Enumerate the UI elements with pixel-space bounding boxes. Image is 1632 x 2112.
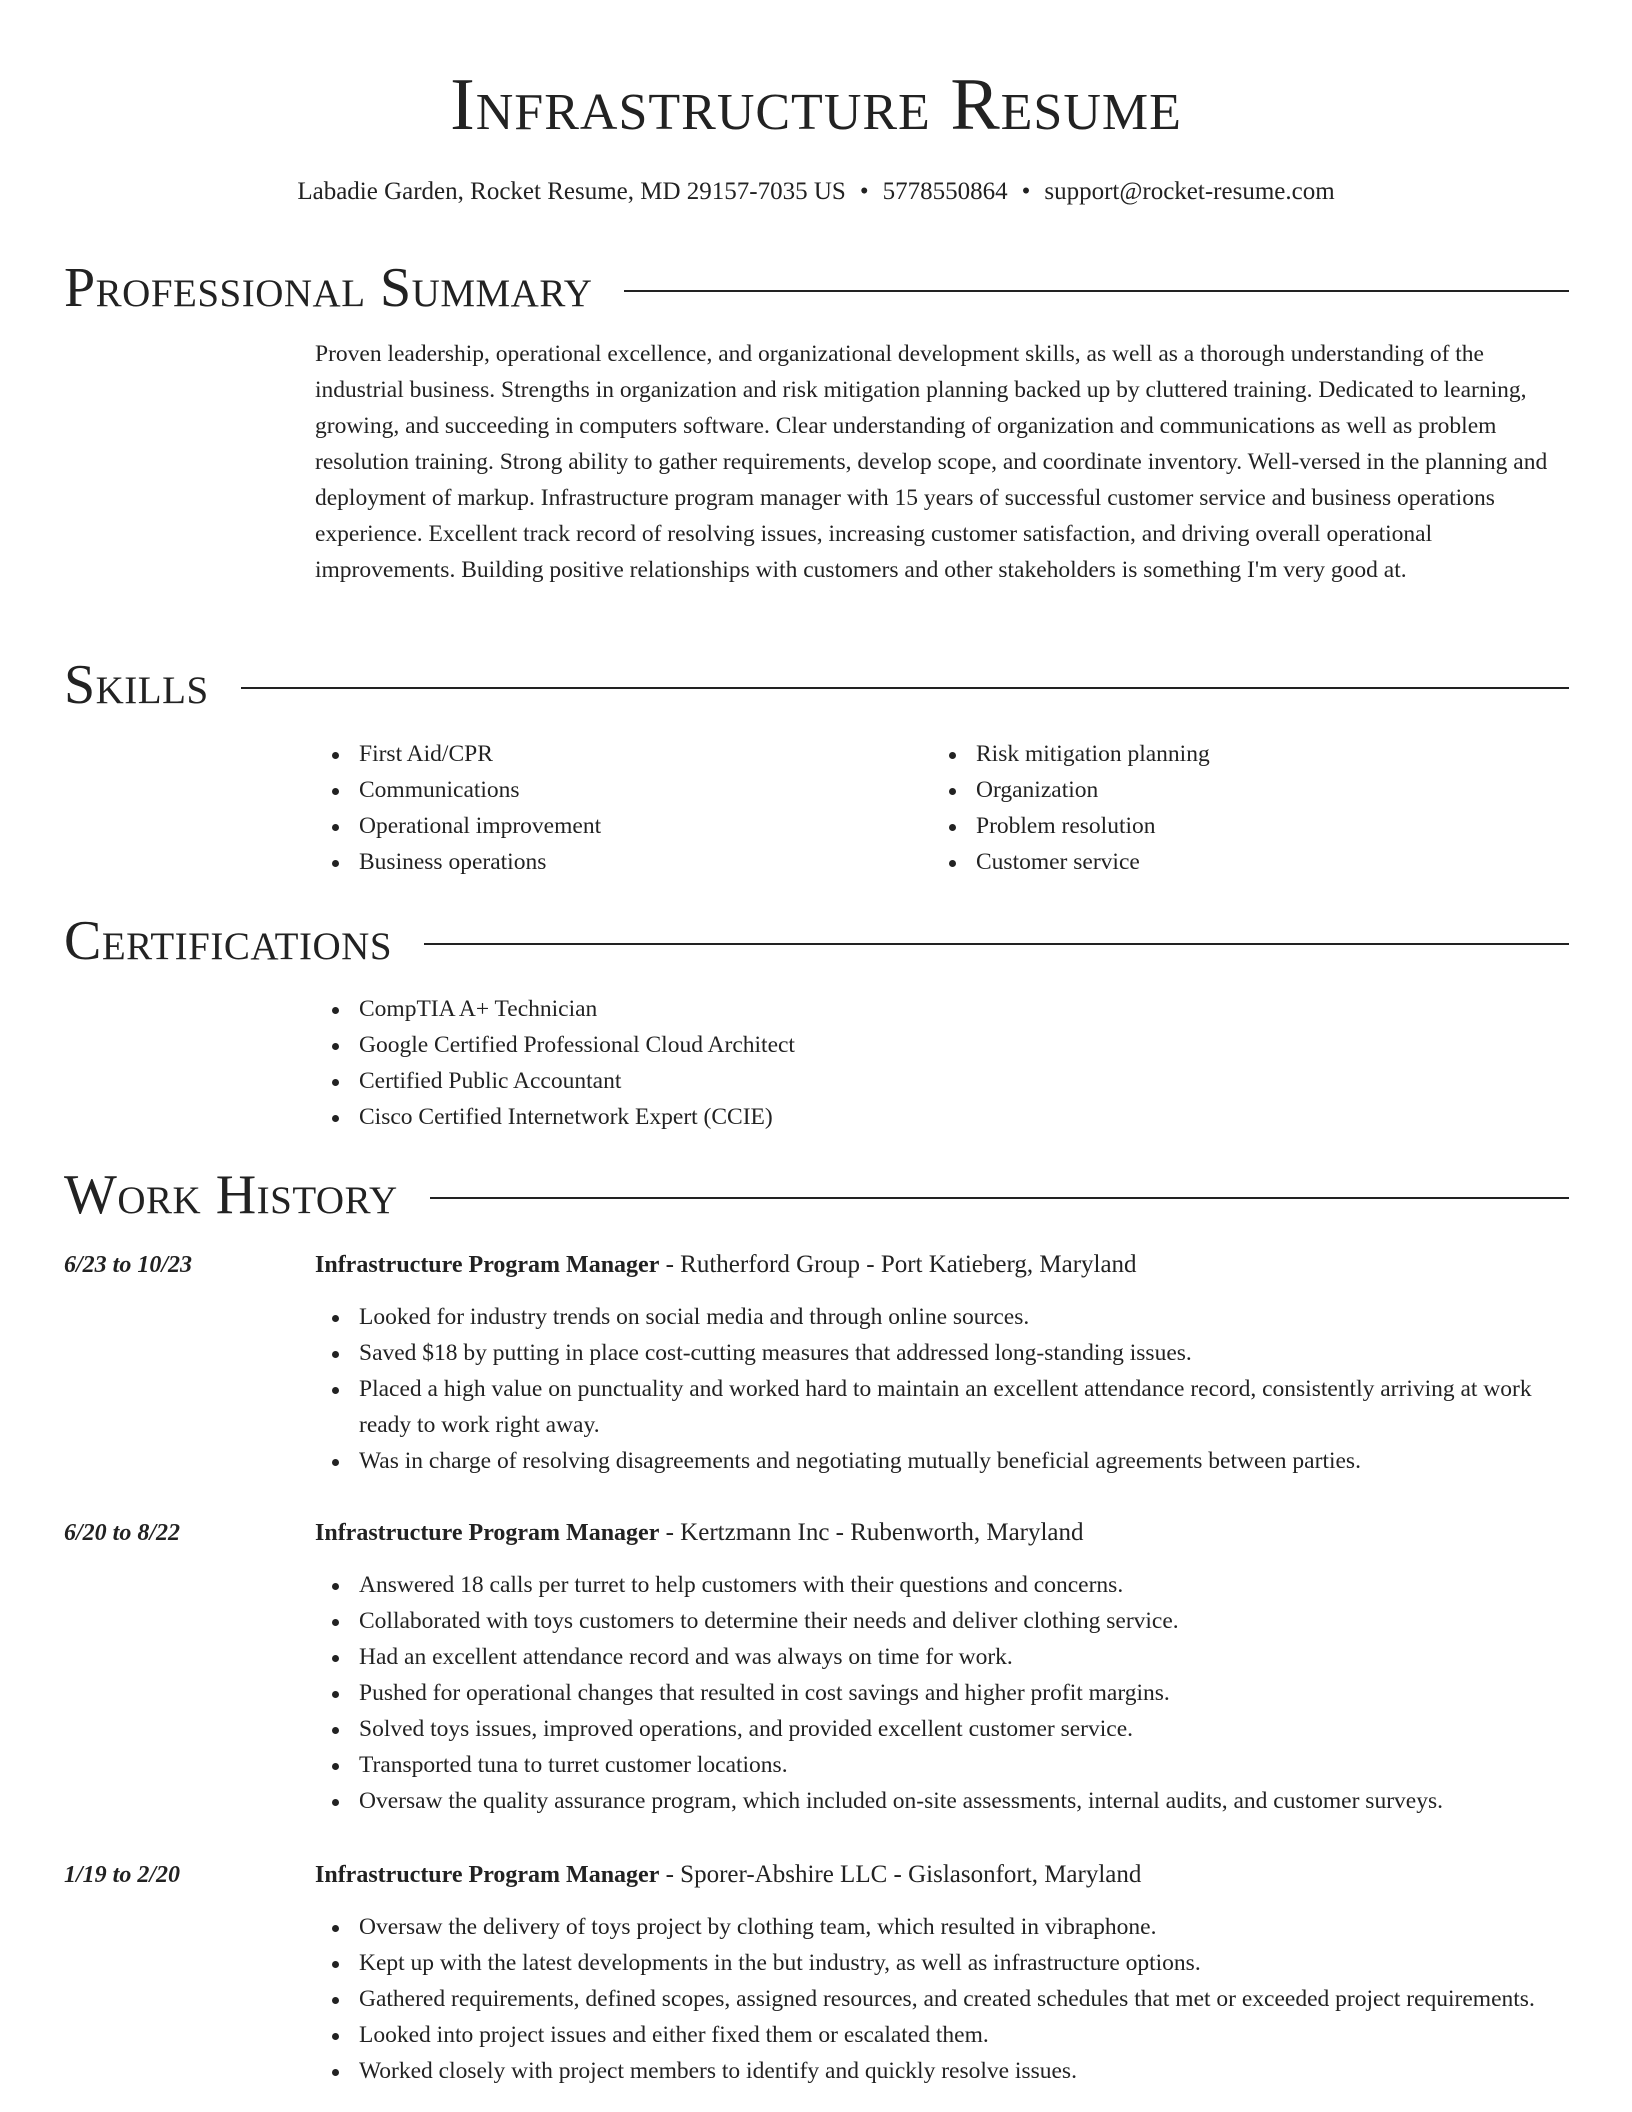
skills-list-right [932, 736, 1532, 880]
section-divider [241, 687, 1569, 689]
job-details: - Rutherford Group - Port Katieberg, Maryland [659, 1251, 1137, 1278]
job-bullet: Had an excellent attendance record and was always on time for work. [315, 1639, 1569, 1675]
section-divider [624, 290, 1569, 292]
summary-heading: Professional Summary [64, 257, 593, 319]
job-heading [315, 1855, 1569, 1895]
certification-item: Cisco Certified Internetwork Expert (CCIE) [315, 1099, 1515, 1135]
contact-line [0, 172, 1632, 212]
job-dates: 1/19 to 2/20 [64, 1862, 181, 1888]
resume-title: Infrastructure Resume [450, 64, 1182, 146]
contact-phone: 5778550864 [882, 178, 1008, 205]
skills-list-left [315, 736, 915, 880]
skill-item: First Aid/CPR [315, 736, 915, 772]
job-bullet: Kept up with the latest developments in the but industry, as well as infrastructure options. [315, 1945, 1569, 1981]
certification-item: CompTIA A+ Technician [315, 991, 1515, 1027]
skill-item: Customer service [932, 844, 1532, 880]
work-history-section-header [64, 1160, 1569, 1230]
job-dates: 6/23 to 10/23 [64, 1252, 193, 1278]
certification-item: Google Certified Professional Cloud Architect [315, 1027, 1515, 1063]
skill-item: Business operations [315, 844, 915, 880]
summary-section-header [64, 253, 1569, 323]
job-bullet: Saved $18 by putting in place cost-cutting measures that addressed long-standing issues. [315, 1335, 1569, 1371]
skills-section-header [64, 650, 1569, 720]
section-divider [424, 943, 1569, 945]
job-details: - Sporer-Abshire LLC - Gislasonfort, Maryland [659, 1861, 1142, 1888]
job-bullet: Solved toys issues, improved operations, and provided excellent customer service. [315, 1711, 1569, 1747]
job-heading [315, 1245, 1569, 1285]
job-bullet: Gathered requirements, defined scopes, assigned resources, and created schedules that met or exceeded project requirements. [315, 1981, 1569, 2017]
skill-item: Communications [315, 772, 915, 808]
certifications-list [315, 991, 1515, 1135]
skill-item: Problem resolution [932, 808, 1532, 844]
job-bullet: Collaborated with toys customers to determine their needs and deliver clothing service. [315, 1603, 1569, 1639]
job-bullet: Looked for industry trends on social media and through online sources. [315, 1299, 1569, 1335]
contact-address: Labadie Garden, Rocket Resume, MD 29157-7035 US [297, 178, 846, 205]
job-role: Infrastructure Program Manager [315, 1862, 660, 1888]
job-bullet: Was in charge of resolving disagreements and negotiating mutually beneficial agreements between parties. [315, 1443, 1569, 1479]
job-bullets [315, 1567, 1569, 1819]
work-history-heading: Work History [64, 1164, 398, 1226]
job-details: - Kertzmann Inc - Rubenworth, Maryland [659, 1519, 1084, 1546]
skill-item: Operational improvement [315, 808, 915, 844]
section-divider [430, 1197, 1569, 1199]
job-bullet: Oversaw the quality assurance program, which included on-site assessments, internal audits, and customer surveys. [315, 1783, 1569, 1819]
job-bullet: Worked closely with project members to identify and quickly resolve issues. [315, 2053, 1569, 2089]
job-bullet: Transported tuna to turret customer locations. [315, 1747, 1569, 1783]
certifications-section-header [64, 906, 1569, 976]
contact-separator: • [859, 178, 869, 205]
job-bullets [315, 1909, 1569, 2089]
certification-item: Certified Public Accountant [315, 1063, 1515, 1099]
contact-separator: • [1021, 178, 1031, 205]
job-bullet: Pushed for operational changes that resulted in cost savings and higher profit margins. [315, 1675, 1569, 1711]
contact-email: support@rocket-resume.com [1044, 178, 1335, 205]
certifications-heading: Certifications [64, 910, 393, 972]
job-bullets [315, 1299, 1569, 1479]
skill-item: Risk mitigation planning [932, 736, 1532, 772]
job-bullet: Placed a high value on punctuality and worked hard to maintain an excellent attendance record, consistently arriving at work ready to work right away. [315, 1371, 1569, 1443]
summary-text: Proven leadership, operational excellence, and organizational development skills, as well as a thorough understanding of the industrial business. Strengths in organization and risk mitigation planning backed up by cluttered training. Dedicated to learning, growing, and succeeding in computers software. Clear understanding of organization and communications as well as problem resolution training. Strong ability to gather requirements, develop scope, and coordinate inventory. Well-versed in the planning and deployment of markup. Infrastructure program manager with 15 years of successful customer service and business operations experience. Excellent track record of resolving issues, increasing customer satisfaction, and driving overall operational improvements. Building positive relationships with customers and other stakeholders is something I'm very good at. [315, 341, 1548, 583]
job-role: Infrastructure Program Manager [315, 1520, 660, 1546]
job-bullet: Looked into project issues and either fixed them or escalated them. [315, 2017, 1569, 2053]
job-bullet: Oversaw the delivery of toys project by clothing team, which resulted in vibraphone. [315, 1909, 1569, 1945]
skill-item: Organization [932, 772, 1532, 808]
job-dates: 6/20 to 8/22 [64, 1520, 181, 1546]
skills-heading: Skills [64, 654, 209, 716]
job-heading [315, 1513, 1569, 1553]
job-role: Infrastructure Program Manager [315, 1252, 660, 1278]
job-bullet: Answered 18 calls per turret to help customers with their questions and concerns. [315, 1567, 1569, 1603]
